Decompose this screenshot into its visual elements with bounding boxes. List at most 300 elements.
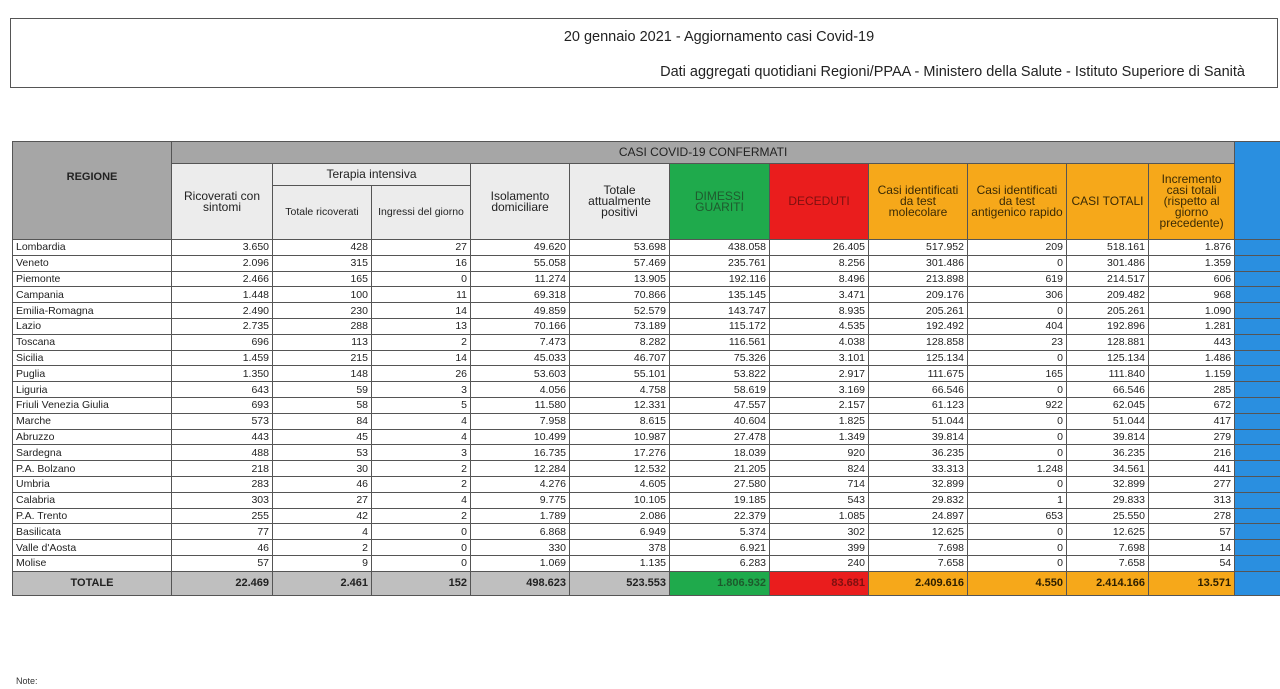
table-cell: 13 (372, 318, 471, 334)
covid-table-container (12, 141, 1280, 651)
table-cell: 148 (273, 366, 372, 382)
table-cell: 11 (372, 287, 471, 303)
table-cell: 518.161 (1067, 240, 1149, 256)
table-cell: 53.822 (670, 366, 770, 382)
table-row (13, 540, 1280, 556)
table-cell: 10.499 (471, 429, 570, 445)
table-row (13, 334, 1280, 350)
table-cell: 7.473 (471, 334, 570, 350)
table-cell: 51.044 (869, 413, 968, 429)
table-cell: 1.085 (770, 508, 869, 524)
blue-column-cell (1235, 397, 1280, 413)
table-cell: 417 (1149, 413, 1235, 429)
region-name: Puglia (13, 366, 172, 382)
total-cell: 498.623 (471, 571, 570, 595)
table-cell: 302 (770, 524, 869, 540)
table-cell: 73.189 (570, 318, 670, 334)
table-cell: 58.619 (670, 382, 770, 398)
total-cell: 523.553 (570, 571, 670, 595)
total-cell: 1.806.932 (670, 571, 770, 595)
region-name: Veneto (13, 255, 172, 271)
region-name: Umbria (13, 476, 172, 492)
table-cell: 2.086 (570, 508, 670, 524)
table-cell: 2 (372, 508, 471, 524)
table-cell: 606 (1149, 271, 1235, 287)
table-cell: 192.896 (1067, 318, 1149, 334)
table-cell: 1.090 (1149, 303, 1235, 319)
table-cell: 6.283 (670, 555, 770, 571)
region-name: P.A. Trento (13, 508, 172, 524)
table-cell: 283 (172, 476, 273, 492)
table-cell: 693 (172, 397, 273, 413)
region-name: P.A. Bolzano (13, 461, 172, 477)
table-row (13, 413, 1280, 429)
table-cell: 285 (1149, 382, 1235, 398)
table-cell: 968 (1149, 287, 1235, 303)
table-cell: 2.735 (172, 318, 273, 334)
table-cell: 5 (372, 397, 471, 413)
table-cell: 288 (273, 318, 372, 334)
table-cell: 46 (172, 540, 273, 556)
table-cell: 5.374 (670, 524, 770, 540)
blue-column-cell (1235, 287, 1280, 303)
table-cell: 315 (273, 255, 372, 271)
col-casi-totali-header: CASI TOTALI (1067, 164, 1149, 240)
table-cell: 1.069 (471, 555, 570, 571)
table-cell: 45.033 (471, 350, 570, 366)
table-cell: 209.176 (869, 287, 968, 303)
table-cell: 4.056 (471, 382, 570, 398)
table-cell: 21.205 (670, 461, 770, 477)
blue-column-cell (1235, 429, 1280, 445)
table-cell: 920 (770, 445, 869, 461)
table-cell: 8.256 (770, 255, 869, 271)
table-cell: 143.747 (670, 303, 770, 319)
table-row (13, 524, 1280, 540)
table-cell: 2 (372, 461, 471, 477)
table-cell: 39.814 (869, 429, 968, 445)
table-cell: 313 (1149, 492, 1235, 508)
table-cell: 4.535 (770, 318, 869, 334)
table-cell: 54 (1149, 555, 1235, 571)
table-cell: 543 (770, 492, 869, 508)
table-cell: 4.605 (570, 476, 670, 492)
table-cell: 165 (968, 366, 1067, 382)
table-cell: 10.105 (570, 492, 670, 508)
blue-column-cell (1235, 240, 1280, 256)
table-cell: 3.650 (172, 240, 273, 256)
table-cell: 216 (1149, 445, 1235, 461)
table-cell: 1.350 (172, 366, 273, 382)
total-cell: 83.681 (770, 571, 869, 595)
blue-column-cell (1235, 508, 1280, 524)
region-name: Calabria (13, 492, 172, 508)
total-cell: 2.461 (273, 571, 372, 595)
table-cell: 3 (372, 445, 471, 461)
table-cell: 30 (273, 461, 372, 477)
table-cell: 8.282 (570, 334, 670, 350)
table-cell: 443 (1149, 334, 1235, 350)
blue-column-cell (1235, 571, 1280, 595)
table-cell: 111.675 (869, 366, 968, 382)
table-cell: 303 (172, 492, 273, 508)
col-totale-positivi-header: Totale attualmente positivi (570, 164, 670, 240)
table-cell: 2.917 (770, 366, 869, 382)
table-cell: 8.615 (570, 413, 670, 429)
table-cell: 7.658 (1067, 555, 1149, 571)
table-cell: 1 (968, 492, 1067, 508)
table-cell: 115.172 (670, 318, 770, 334)
region-name: Abruzzo (13, 429, 172, 445)
col-ingressi-header: Ingressi del giorno (372, 186, 471, 240)
table-cell: 57 (1149, 524, 1235, 540)
table-cell: 77 (172, 524, 273, 540)
table-cell: 45 (273, 429, 372, 445)
table-cell: 9 (273, 555, 372, 571)
table-cell: 75.326 (670, 350, 770, 366)
table-cell: 12.625 (1067, 524, 1149, 540)
table-cell: 230 (273, 303, 372, 319)
table-cell: 27.580 (670, 476, 770, 492)
table-cell: 277 (1149, 476, 1235, 492)
table-cell: 10.987 (570, 429, 670, 445)
total-cell: 22.469 (172, 571, 273, 595)
table-cell: 53.603 (471, 366, 570, 382)
table-cell: 3.169 (770, 382, 869, 398)
table-cell: 70.866 (570, 287, 670, 303)
table-row (13, 429, 1280, 445)
table-cell: 66.546 (869, 382, 968, 398)
table-cell: 3.471 (770, 287, 869, 303)
table-cell: 26.405 (770, 240, 869, 256)
col-dimessi-header: DIMESSI GUARITI (670, 164, 770, 240)
table-row (13, 445, 1280, 461)
table-row (13, 476, 1280, 492)
table-cell: 0 (968, 413, 1067, 429)
table-cell: 125.134 (869, 350, 968, 366)
note-label: Note: (16, 676, 38, 686)
table-cell: 4.276 (471, 476, 570, 492)
table-cell: 278 (1149, 508, 1235, 524)
table-cell: 23 (968, 334, 1067, 350)
col-totale-ricoverati-header: Totale ricoverati (273, 186, 372, 240)
table-cell: 100 (273, 287, 372, 303)
total-cell: 152 (372, 571, 471, 595)
table-cell: 1.789 (471, 508, 570, 524)
table-cell: 4 (372, 429, 471, 445)
table-cell: 279 (1149, 429, 1235, 445)
table-cell: 240 (770, 555, 869, 571)
table-cell: 39.814 (1067, 429, 1149, 445)
table-cell: 49.859 (471, 303, 570, 319)
region-name: Lazio (13, 318, 172, 334)
table-cell: 42 (273, 508, 372, 524)
table-cell: 6.921 (670, 540, 770, 556)
table-cell: 2 (372, 476, 471, 492)
table-cell: 128.858 (869, 334, 968, 350)
table-cell: 46.707 (570, 350, 670, 366)
table-cell: 330 (471, 540, 570, 556)
blue-column-cell (1235, 524, 1280, 540)
table-row (13, 350, 1280, 366)
table-cell: 70.166 (471, 318, 570, 334)
total-cell: 2.409.616 (869, 571, 968, 595)
blue-column-cell (1235, 461, 1280, 477)
table-cell: 619 (968, 271, 1067, 287)
table-row (13, 287, 1280, 303)
total-cell: 13.571 (1149, 571, 1235, 595)
table-cell: 0 (968, 555, 1067, 571)
table-cell: 46 (273, 476, 372, 492)
table-cell: 111.840 (1067, 366, 1149, 382)
table-cell: 32.899 (869, 476, 968, 492)
table-row (13, 303, 1280, 319)
table-cell: 4 (372, 413, 471, 429)
total-cell: 2.414.166 (1067, 571, 1149, 595)
table-row (13, 271, 1280, 287)
table-cell: 51.044 (1067, 413, 1149, 429)
table-cell: 399 (770, 540, 869, 556)
table-cell: 488 (172, 445, 273, 461)
table-cell: 53.698 (570, 240, 670, 256)
table-body (13, 240, 1280, 596)
table-cell: 1.459 (172, 350, 273, 366)
region-name: Sardegna (13, 445, 172, 461)
blue-column-cell (1235, 445, 1280, 461)
region-name: Marche (13, 413, 172, 429)
table-cell: 12.284 (471, 461, 570, 477)
table-cell: 378 (570, 540, 670, 556)
blue-column-cell (1235, 255, 1280, 271)
table-cell: 1.448 (172, 287, 273, 303)
table-cell: 4 (273, 524, 372, 540)
table-cell: 9.775 (471, 492, 570, 508)
table-cell: 7.658 (869, 555, 968, 571)
table-cell: 34.561 (1067, 461, 1149, 477)
table-cell: 27 (372, 240, 471, 256)
table-cell: 116.561 (670, 334, 770, 350)
table-cell: 235.761 (670, 255, 770, 271)
table-cell: 2.490 (172, 303, 273, 319)
table-cell: 57.469 (570, 255, 670, 271)
table-cell: 301.486 (1067, 255, 1149, 271)
col-ricoverati-header: Ricoverati con sintomi (172, 164, 273, 240)
table-cell: 255 (172, 508, 273, 524)
table-cell: 53 (273, 445, 372, 461)
table-cell: 36.235 (869, 445, 968, 461)
table-cell: 11.580 (471, 397, 570, 413)
table-cell: 47.557 (670, 397, 770, 413)
table-row (13, 255, 1280, 271)
table-row (13, 555, 1280, 571)
table-cell: 17.276 (570, 445, 670, 461)
table-cell: 443 (172, 429, 273, 445)
table-row (13, 397, 1280, 413)
table-cell: 0 (968, 303, 1067, 319)
table-cell: 29.833 (1067, 492, 1149, 508)
table-row (13, 508, 1280, 524)
table-cell: 69.318 (471, 287, 570, 303)
total-cell: 4.550 (968, 571, 1067, 595)
blue-column-cell (1235, 382, 1280, 398)
table-cell: 6.949 (570, 524, 670, 540)
table-cell: 3.101 (770, 350, 869, 366)
blue-column-cell (1235, 303, 1280, 319)
table-cell: 14 (372, 350, 471, 366)
region-name: Campania (13, 287, 172, 303)
table-cell: 55.058 (471, 255, 570, 271)
table-cell: 1.135 (570, 555, 670, 571)
table-cell: 573 (172, 413, 273, 429)
table-cell: 205.261 (869, 303, 968, 319)
table-cell: 57 (172, 555, 273, 571)
table-cell: 714 (770, 476, 869, 492)
table-cell: 1.876 (1149, 240, 1235, 256)
table-cell: 1.486 (1149, 350, 1235, 366)
table-cell: 2 (273, 540, 372, 556)
col-antigenico-header: Casi identificati da test antigenico rapido (968, 164, 1067, 240)
table-cell: 33.313 (869, 461, 968, 477)
blue-column-cell (1235, 271, 1280, 287)
covid-cases-table (12, 141, 1280, 596)
terapia-intensiva-header: Terapia intensiva (273, 164, 471, 186)
table-cell: 0 (968, 445, 1067, 461)
table-cell: 215 (273, 350, 372, 366)
table-cell: 18.039 (670, 445, 770, 461)
table-cell: 19.185 (670, 492, 770, 508)
table-cell: 58 (273, 397, 372, 413)
table-cell: 696 (172, 334, 273, 350)
table-cell: 66.546 (1067, 382, 1149, 398)
table-cell: 0 (968, 540, 1067, 556)
table-cell: 192.492 (869, 318, 968, 334)
table-cell: 8.935 (770, 303, 869, 319)
table-cell: 22.379 (670, 508, 770, 524)
blue-column-cell (1235, 555, 1280, 571)
table-cell: 84 (273, 413, 372, 429)
table-cell: 12.532 (570, 461, 670, 477)
table-cell: 4 (372, 492, 471, 508)
table-cell: 218 (172, 461, 273, 477)
total-label: TOTALE (13, 571, 172, 595)
table-row (13, 318, 1280, 334)
table-cell: 49.620 (471, 240, 570, 256)
region-header: REGIONE (13, 142, 172, 240)
table-cell: 643 (172, 382, 273, 398)
table-row (13, 366, 1280, 382)
table-cell: 0 (372, 524, 471, 540)
table-cell: 55.101 (570, 366, 670, 382)
table-caption: CASI COVID-19 CONFERMATI (172, 142, 1235, 164)
table-row (13, 240, 1280, 256)
table-cell: 11.274 (471, 271, 570, 287)
table-cell: 125.134 (1067, 350, 1149, 366)
table-cell: 922 (968, 397, 1067, 413)
col-isolamento-header: Isolamento domiciliare (471, 164, 570, 240)
table-cell: 12.625 (869, 524, 968, 540)
table-cell: 29.832 (869, 492, 968, 508)
region-name: Valle d'Aosta (13, 540, 172, 556)
table-cell: 16 (372, 255, 471, 271)
table-cell: 113 (273, 334, 372, 350)
table-cell: 52.579 (570, 303, 670, 319)
blue-column-cell (1235, 413, 1280, 429)
table-cell: 1.825 (770, 413, 869, 429)
table-cell: 2.466 (172, 271, 273, 287)
page-subtitle: Dati aggregati quotidiani Regioni/PPAA - Ministero della Salute - Istituto Superiore di Sanità (660, 64, 1245, 80)
table-cell: 128.881 (1067, 334, 1149, 350)
table-cell: 438.058 (670, 240, 770, 256)
table-cell: 1.359 (1149, 255, 1235, 271)
table-cell: 59 (273, 382, 372, 398)
table-cell: 0 (372, 540, 471, 556)
table-cell: 61.123 (869, 397, 968, 413)
table-cell: 24.897 (869, 508, 968, 524)
table-cell: 213.898 (869, 271, 968, 287)
table-cell: 13.905 (570, 271, 670, 287)
blue-column-cell (1235, 334, 1280, 350)
table-cell: 36.235 (1067, 445, 1149, 461)
table-cell: 824 (770, 461, 869, 477)
table-cell: 7.958 (471, 413, 570, 429)
table-cell: 428 (273, 240, 372, 256)
table-cell: 135.145 (670, 287, 770, 303)
table-row (13, 461, 1280, 477)
table-cell: 0 (968, 382, 1067, 398)
table-cell: 7.698 (869, 540, 968, 556)
table-cell: 8.496 (770, 271, 869, 287)
region-name: Friuli Venezia Giulia (13, 397, 172, 413)
table-cell: 32.899 (1067, 476, 1149, 492)
table-cell: 26 (372, 366, 471, 382)
table-cell: 0 (372, 271, 471, 287)
region-name: Sicilia (13, 350, 172, 366)
table-row (13, 492, 1280, 508)
table-cell: 12.331 (570, 397, 670, 413)
table-cell: 40.604 (670, 413, 770, 429)
region-name: Piemonte (13, 271, 172, 287)
table-cell: 0 (968, 350, 1067, 366)
table-cell: 0 (968, 476, 1067, 492)
blue-column-cell (1235, 350, 1280, 366)
table-cell: 62.045 (1067, 397, 1149, 413)
region-name: Molise (13, 555, 172, 571)
table-cell: 301.486 (869, 255, 968, 271)
table-cell: 16.735 (471, 445, 570, 461)
blue-column-cell (1235, 476, 1280, 492)
table-cell: 2.157 (770, 397, 869, 413)
blue-column-cell (1235, 318, 1280, 334)
region-name: Toscana (13, 334, 172, 350)
table-cell: 0 (968, 429, 1067, 445)
table-cell: 2 (372, 334, 471, 350)
col-molecolare-header: Casi identificati da test molecolare (869, 164, 968, 240)
blue-column-cell (1235, 366, 1280, 382)
table-cell: 672 (1149, 397, 1235, 413)
table-cell: 2.096 (172, 255, 273, 271)
table-cell: 205.261 (1067, 303, 1149, 319)
table-cell: 1.248 (968, 461, 1067, 477)
table-cell: 1.281 (1149, 318, 1235, 334)
table-cell: 4.758 (570, 382, 670, 398)
total-row (13, 571, 1280, 595)
table-row (13, 382, 1280, 398)
blue-column-header (1235, 142, 1280, 240)
table-cell: 0 (968, 255, 1067, 271)
table-cell: 27.478 (670, 429, 770, 445)
blue-column-cell (1235, 492, 1280, 508)
table-cell: 165 (273, 271, 372, 287)
